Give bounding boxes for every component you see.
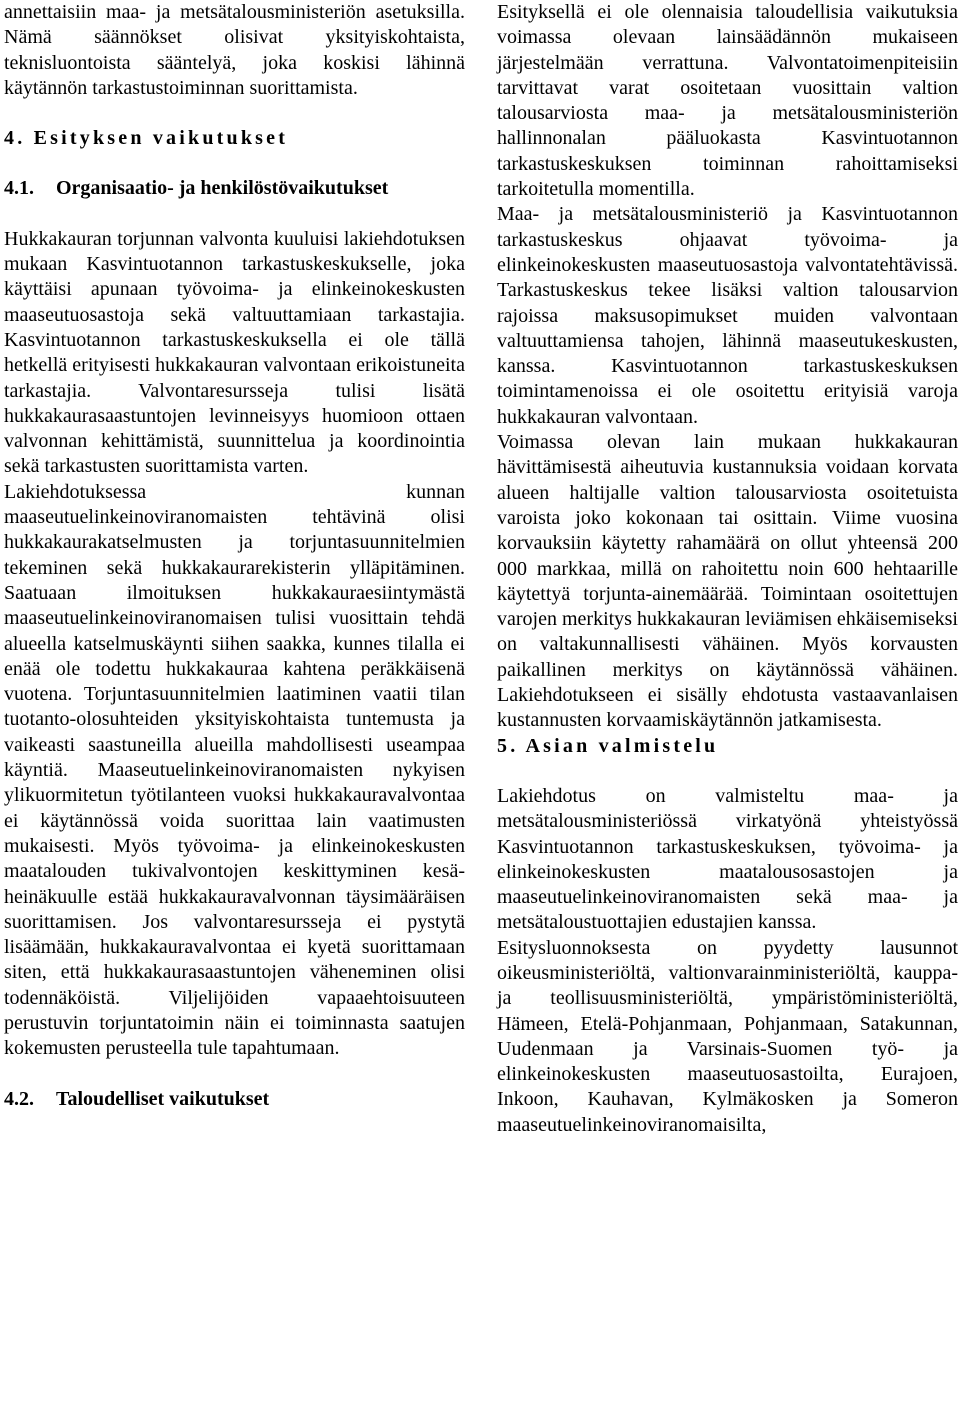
section-heading-4: 4. Esityksen vaikutukset [4,127,289,150]
paragraph-esityksella: Esityksellä ei ole olennaisia taloudellisia vaikutuksia voimassa olevaan lainsäädännön mukaiseen järjestelmään verrattuna. Valvontatoimenpiteisiin tarvittavat varat osoitetaan vuosittain valtion talousarviosta maa- ja metsätalousministeriön hallinnonalan pääluokasta Kasvintuotannon tarkastuskeskuksen toiminnan rahoittamiseksi tarkoitetulla momentilla. [497,1,958,201]
left-column [4,0,465,1112]
subsection-heading-4-1 [4,176,465,201]
right-column [497,0,958,1138]
paragraph-lausunnot: Esitysluonnoksesta on pyydetty lausunnot oikeusministeriöltä, valtionvarainministeriöltä, kauppa- ja teollisuusministeriöltä, ympäristöministeriöltä, Hämeen, Etelä-Pohjanmaan, Pohjanmaan, Satakunnan, Uudenmaan ja Varsinais-Suomen työ- ja elinkeinokeskusten maaseutuosastoilta, Eurajoen, Inkoon, Kauhavan, Kylmäkosken ja Someron maaseutuelinkeinoviranomaisilta, [497,936,958,1136]
paragraph-ohjaavat: Maa- ja metsätalousministeriö ja Kasvintuotannon tarkastuskeskus ohjaavat työvoima- ja elinkeinokeskusten maaseutuosastoja valvontatehtävissä. Tarkastuskeskus tekee lisäksi valtion talousarvion rajoissa maksusopimukset muiden valvontaan valtuuttamiensa tahojen, lähinnä maaseutukeskusten, kanssa. Kasvintuotannon tarkastuskeskuksen toimintamenoissa ei ole osoitettu erityisiä varoja hukkakauran valvontaan. [497,203,958,428]
subsection-title: Organisaatio- ja henkilöstövaikutukset [56,177,389,200]
subsection-heading-4-2 [4,1087,465,1112]
paragraph-lakiehdotuksessa: Lakiehdotuksessa kunnan maaseutuelinkeinoviranomaisten tehtävinä olisi hukkakaurakatselmusten ja torjuntasuunnitelmien tekeminen sekä hukkakaurarekisterin ylläpitäminen. Saatuaan ilmoituksen hukkakauraesiintymästä maaseutuelinkeinoviranomaisen tulisi vuosittain tehdä alueella katselmuskäynti siihen saakka, kunnes tilalla ei enää ole todettu hukkakauraa kahtena peräkkäisenä vuotena. Torjuntasuunnitelmien laatiminen vaatii tilan tuotanto-olosuhteiden yksityiskohtaista tuntemusta ja vaikeasti saastuneilla alueilla mahdollisesti useampaa käyntiä. Maaseutuelinkeinoviranomaisten nykyisen ylikuormitetun työtilanteen vuoksi hukkakauravalvontaa ei käytännössä voida suorittaa lain vaatimusten mukaisesti. Myös työvoima- ja elinkeinokeskusten maatalouden tukivalvontojen keskittyminen kesä-heinäkuulle estää hukkakauravalvonnan täysimääräisen suorittamisen. Jos valvontaresursseja ei pystytä lisäämään, hukkakauravalvontaa ei kyetä suorittamaan siten, että hukkakaurasaastuntojen väheneminen olisi todennäköistä. Viljelijöiden vapaaehtoisuuteen perustuvin torjuntatoimin näin ei toiminnasta saatujen kokemusten perusteella tule tapahtumaan. [4,480,465,1060]
section-heading-5: 5. Asian valmistelu [497,734,719,757]
intro-paragraph: annettaisiin maa- ja metsätalousministeriön asetuksilla. Nämä säännökset olisivat yksityiskohtaista, teknisluontoista sääntelyä, joka koskisi lähinnä käytännön tarkastustoiminnan suorittamista. [4,1,465,99]
subsection-title: Taloudelliset vaikutukset [56,1087,270,1110]
subsection-number: 4.1. [4,177,34,200]
subsection-number: 4.2. [4,1087,34,1110]
paragraph-korvaukset: Voimassa olevan lain mukaan hukkakauran hävittämisestä aiheutuvia kustannuksia voidaan korvata alueen haltijalle valtion talousarviosta osoitetuista varoista joko kokonaan tai osittain. Viime vuosina korvauksiin käytetty rahamäärä on ollut yhteensä 200 000 markkaa, millä on rahoitettu noin 600 hehtaarille käytettyä torjunta-ainemäärää. Toimintaan osoitettujen varojen merkitys hukkakauran leviämisen ehkäisemiseksi on valtakunnallisesti vähäinen. Myös korvausten paikallinen merkitys on käytännössä vähäinen. Lakiehdotukseen ei sisälly ehdotusta vastaavanlaisen kustannusten korvaamiskäytännön jatkamisesta. [497,431,958,732]
paragraph-valvonta: Hukkakauran torjunnan valvonta kuuluisi lakiehdotuksen mukaan Kasvintuotannon tarkastuskeskukselle, joka käyttäisi apunaan työvoima- ja elinkeinokeskusten maaseutuosastoja sekä valtuuttamiaan tarkastajia. Kasvintuotannon tarkastuskeskuksella ei ole tällä hetkellä erityisesti hukkakauran valvontaan erikoistuneita tarkastajia. Valvontaresursseja tulisi lisätä hukkakaurasaastuntojen levinneisyys huomioon ottaen valvonnan kehittämistä, suunnittelua ja koordinointia sekä tarkastusten suorittamista varten. [4,227,465,478]
paragraph-valmistelu: Lakiehdotus on valmisteltu maa- ja metsätalousministeriössä virkatyönä yhteistyössä Kasvintuotannon tarkastuskeskuksen, työvoima- ja elinkeinokeskusten maatalousosastojen ja maaseutuelinkeinoviranomaisten sekä maa- ja metsätaloustuottajien edustajien kanssa. [497,784,958,934]
